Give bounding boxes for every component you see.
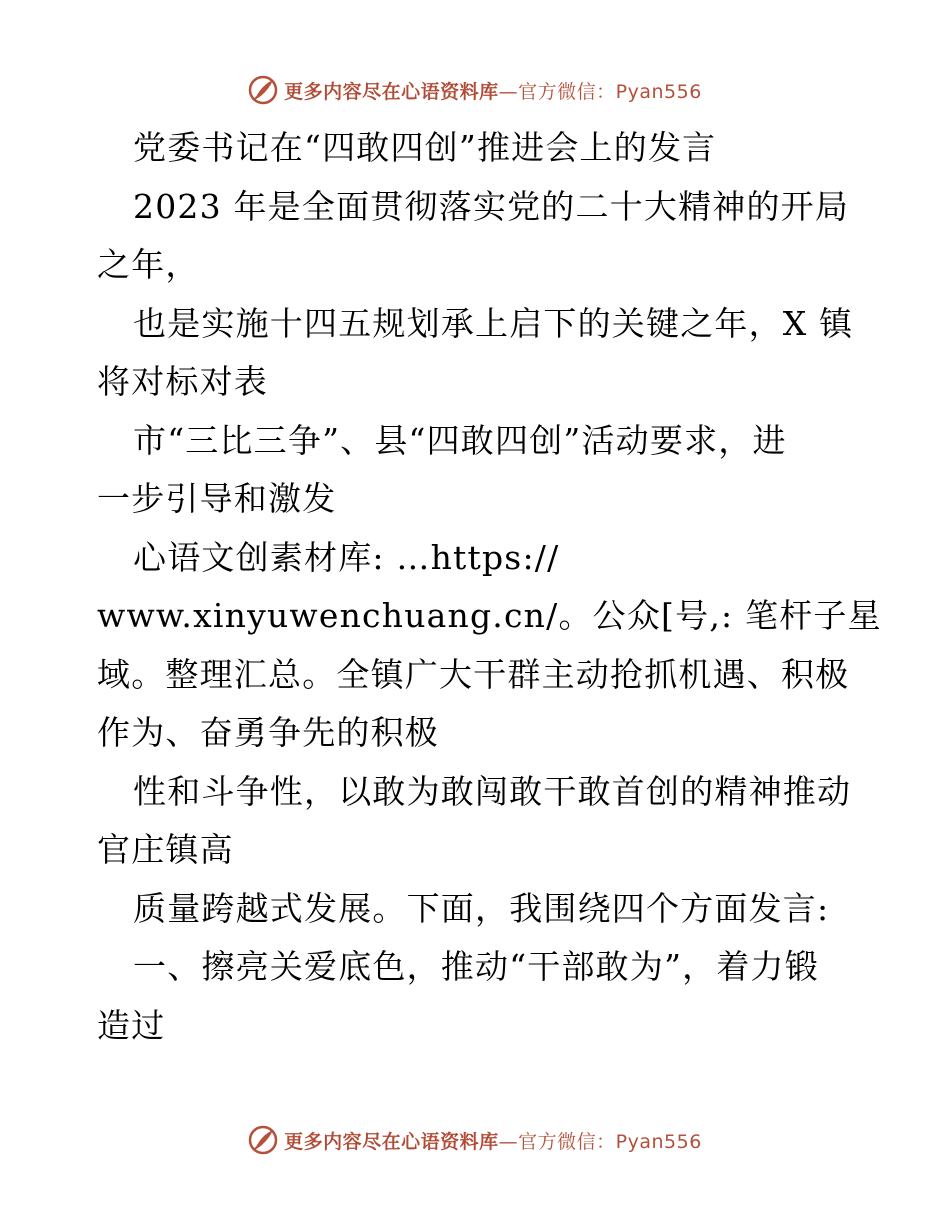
paragraph-line: 性和斗争性，以敢为敢闯敢干敢首创的精神推动: [133, 772, 852, 811]
paragraph-line: 造过: [97, 1006, 166, 1045]
paragraph-line: 官庄镇高: [97, 830, 234, 869]
footer-watermark: [0, 1122, 950, 1158]
paragraph-line: 之年，: [97, 245, 200, 284]
watermark-text: [284, 1127, 702, 1154]
paragraph-line: 将对标对表: [97, 362, 268, 401]
document-title: 党委书记在“四敢四创”推进会上的发言: [133, 128, 717, 167]
section-heading: 一、擦亮关爱底色，推动“干部敢为”，着力锻: [133, 947, 819, 986]
paragraph-line: www.xinyuwenchuang.cn/。公众[号,: 笔杆子星: [97, 596, 882, 635]
paragraph-line: 一步引导和激发: [97, 479, 337, 518]
watermark-text-rest: —官方微信：Pyan556: [498, 1130, 702, 1153]
paragraph-line: 也是实施十四五规划承上启下的关键之年，X 镇: [133, 304, 854, 343]
paragraph-line: 2023 年是全面贯彻落实党的二十大精神的开局: [133, 187, 850, 226]
paragraph-line: 质量跨越式发展。下面，我围绕四个方面发言:: [133, 889, 830, 928]
paragraph-line: 市“三比三争”、县“四敢四创”活动要求，进: [133, 421, 787, 460]
paragraph-line: 作为、奋勇争先的积极: [97, 713, 439, 752]
watermark-text-bold: 更多内容尽在心语资料库: [284, 80, 499, 103]
quill-pen-logo-icon: [248, 1125, 278, 1155]
watermark-text-rest: —官方微信：Pyan556: [498, 80, 702, 103]
paragraph-line: 心语文创素材库: …https://: [133, 538, 560, 577]
watermark-text-bold: 更多内容尽在心语资料库: [284, 1130, 499, 1153]
paragraph-line: 域。整理汇总。全镇广大干群主动抢抓机遇、积极: [97, 655, 850, 694]
